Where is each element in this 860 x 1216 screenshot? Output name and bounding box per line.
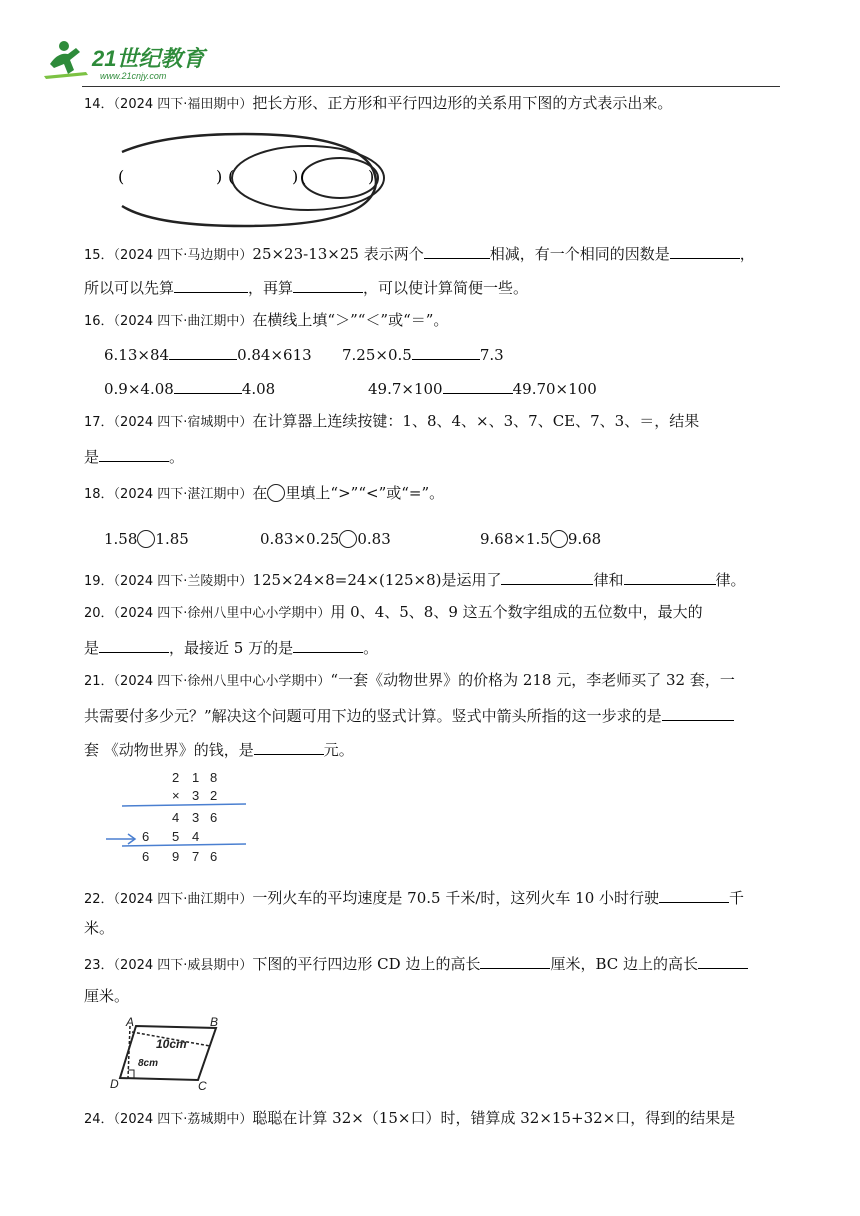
compare-item (104, 343, 312, 365)
question-text: 律。 (715, 571, 746, 589)
answer-blank[interactable] (254, 738, 324, 755)
question-21-line3 (84, 738, 354, 760)
middle-ellipse (232, 146, 384, 210)
question-number: 24． (84, 1112, 114, 1127)
expr-right: 4.08 (241, 380, 276, 398)
runner-icon (44, 41, 88, 79)
nested-ellipses-figure (104, 130, 384, 230)
question-text: ，最接近 5 万的是 (169, 639, 294, 657)
answer-blank[interactable] (293, 636, 363, 653)
question-text: 在 (252, 484, 268, 502)
question-text: “一套《动物世界》的价格为 218 元，李老师买了 32 套，一 (330, 671, 735, 689)
question-text: 是 (84, 448, 100, 466)
vertex-label-B: B (210, 1015, 219, 1029)
parallelogram-figure (106, 1016, 224, 1092)
question-number: 15． (84, 248, 114, 263)
question-text: 米。 (84, 919, 115, 937)
expr-left: 6.13×84 (104, 346, 170, 364)
digit: 2 (172, 770, 180, 785)
dimension-label: 8cm (138, 1058, 159, 1069)
question-source: （2024 四下·宿城期中） (113, 415, 253, 430)
answer-blank[interactable] (480, 952, 550, 969)
question-text: 把长方形、正方形和平行四边形的关系用下图的方式表示出来。 (252, 94, 673, 112)
expr-right: 49.70×100 (512, 380, 597, 398)
question-text: 在计算器上连续按键：1、8、4、×、3、7、CE、7、3、＝，结果 (252, 412, 700, 430)
expr-left: 9.68×1.5 (480, 530, 550, 548)
question-text: 聪聪在计算 32×（15×口）时，错算成 32×15+32×口，得到的结果是 (252, 1109, 736, 1127)
compare-item (260, 529, 391, 549)
question-number: 20． (84, 606, 114, 621)
digit: 1 (192, 770, 200, 785)
question-text: ，可以使计算简便一些。 (363, 279, 529, 297)
svg-text:(: ( (228, 167, 235, 186)
digit: 3 (192, 810, 200, 825)
question-text: 25×23-13×25 表示两个 (252, 245, 424, 263)
circle-blank[interactable] (339, 530, 357, 548)
question-17 (84, 411, 699, 433)
question-text: 里填上“>”“<”或“=”。 (285, 484, 445, 502)
compare-item (104, 377, 275, 399)
question-source: （2024 四下·徐州八里中心小学期中） (113, 606, 331, 621)
compare-item (368, 377, 597, 399)
compare-item (104, 529, 189, 549)
question-source: （2024 四下·荔城期中） (113, 1112, 253, 1127)
question-text: 用 0、4、5、8、9 这五个数字组成的五位数中，最大的 (330, 603, 703, 621)
question-text: 一列火车的平均速度是 70.5 千米/时，这列火车 10 小时行驶 (252, 889, 660, 907)
question-text: 。 (363, 639, 379, 657)
expr-left: 0.9×4.08 (104, 380, 174, 398)
svg-text:(: ( (300, 167, 307, 186)
logo-text: 21世纪教育 (92, 46, 205, 71)
expr-right: 0.83 (357, 530, 391, 548)
digit: 6 (142, 849, 150, 864)
digit: 3 (192, 788, 200, 803)
question-text: 是 (84, 639, 100, 657)
digit: 9 (172, 849, 180, 864)
question-number: 18． (84, 487, 114, 502)
digit: 4 (172, 810, 180, 825)
circle-blank[interactable] (550, 530, 568, 548)
answer-blank[interactable] (99, 636, 169, 653)
expr-left: 0.83×0.25 (260, 530, 340, 548)
digit: 7 (192, 849, 200, 864)
svg-text:): ) (368, 167, 375, 186)
question-text: 相减，有一个相同的因数是 (489, 245, 670, 263)
answer-blank[interactable] (443, 377, 513, 394)
question-14 (84, 93, 672, 115)
answer-blank[interactable] (662, 704, 734, 721)
logo-url: www.21cnjy.com (100, 71, 167, 81)
expr-right: 0.84×613 (237, 346, 312, 364)
question-number: 19． (84, 574, 114, 589)
expr-left: 7.25×0.5 (342, 346, 412, 364)
answer-blank[interactable] (412, 343, 480, 360)
expr-right: 1.85 (155, 530, 189, 548)
header-rule (82, 86, 780, 87)
answer-blank[interactable] (174, 377, 242, 394)
svg-text:(: ( (118, 167, 125, 186)
question-source: （2024 四下·徐州八里中心小学期中） (113, 674, 331, 689)
inner-ellipse (302, 158, 378, 198)
question-text: 套 《动物世界》的钱，是 (84, 741, 254, 759)
question-source: （2024 四下·兰陵期中） (113, 574, 253, 589)
expr-right: 7.3 (479, 346, 504, 364)
question-text: 厘米，BC 边上的高长 (550, 955, 699, 973)
digit: 5 (172, 829, 180, 844)
question-source: （2024 四下·曲江期中） (113, 892, 253, 907)
question-15 (84, 242, 755, 266)
question-text: ， (739, 245, 755, 263)
expr-right: 9.68 (567, 530, 602, 548)
expr-left: 49.7×100 (368, 380, 443, 398)
question-17-line2 (84, 445, 184, 467)
answer-blank[interactable] (293, 276, 363, 293)
answer-blank[interactable] (624, 568, 716, 585)
question-text: 所以可以先算 (84, 279, 175, 297)
answer-blank[interactable] (169, 343, 237, 360)
digit: 2 (210, 788, 218, 803)
question-24 (84, 1108, 735, 1130)
digit: 8 (210, 770, 218, 785)
question-16 (84, 310, 448, 332)
vertex-label-C: C (198, 1079, 207, 1093)
question-text: 在横线上填“＞”“＜”或“＝”。 (252, 311, 449, 329)
circle-blank (267, 484, 285, 502)
question-source: （2024 四下·湛江期中） (113, 487, 253, 502)
rule-line (122, 844, 246, 846)
vertex-label-D: D (110, 1077, 119, 1091)
question-number: 17． (84, 415, 114, 430)
question-text: 共需要付多少元？”解决这个问题可用下边的竖式计算。竖式中箭头所指的这一步求的是 (84, 707, 662, 725)
question-23 (84, 952, 748, 976)
answer-blank[interactable] (501, 568, 593, 585)
logo-21cnjy (42, 38, 212, 82)
question-text: 下图的平行四边形 CD 边上的高长 (252, 955, 481, 973)
digit: 6 (210, 849, 218, 864)
question-source: （2024 四下·福田期中） (113, 97, 253, 112)
question-source: （2024 四下·威县期中） (113, 958, 253, 973)
question-21 (84, 670, 735, 692)
question-20-line2 (84, 636, 378, 658)
question-number: 23． (84, 958, 114, 973)
circle-blank[interactable] (137, 530, 155, 548)
compare-item (342, 343, 504, 365)
question-text: 元。 (323, 741, 354, 759)
question-19 (84, 568, 746, 592)
answer-blank[interactable] (698, 952, 748, 969)
question-text: 千 (729, 889, 745, 907)
vertex-label-A: A (126, 1015, 135, 1029)
question-20 (84, 602, 703, 624)
question-source: （2024 四下·马边期中） (113, 248, 253, 263)
vertical-multiplication-figure (104, 766, 254, 866)
answer-blank[interactable] (424, 242, 490, 259)
question-number: 16． (84, 314, 114, 329)
question-text: 125×24×8=24×(125×8)是运用了 (252, 571, 502, 589)
question-number: 21． (84, 674, 114, 689)
rule-line (122, 804, 246, 806)
question-text: 厘米。 (84, 987, 130, 1005)
question-21-line2 (84, 704, 734, 726)
question-number: 14． (84, 97, 114, 112)
question-22-line2 (84, 918, 114, 938)
svg-text:): ) (292, 167, 299, 186)
compare-item (480, 529, 601, 549)
digit: 6 (210, 810, 218, 825)
digit: 4 (192, 829, 200, 844)
answer-blank[interactable] (670, 242, 740, 259)
question-number: 22． (84, 892, 114, 907)
expr-left: 1.58 (104, 530, 138, 548)
digit: 6 (142, 829, 150, 844)
times-sign: × (172, 788, 180, 803)
question-text: ，再算 (248, 279, 294, 297)
question-23-line2 (84, 986, 129, 1006)
question-text: 。 (169, 448, 185, 466)
answer-blank[interactable] (99, 445, 169, 462)
question-text: 律和 (593, 571, 624, 589)
dimension-label: 10cm (156, 1037, 187, 1051)
question-18 (84, 483, 444, 505)
answer-blank[interactable] (659, 886, 729, 903)
answer-blank[interactable] (174, 276, 248, 293)
question-22 (84, 886, 744, 910)
svg-text:): ) (216, 167, 223, 186)
question-15-line2 (84, 276, 528, 298)
question-source: （2024 四下·曲江期中） (113, 314, 253, 329)
